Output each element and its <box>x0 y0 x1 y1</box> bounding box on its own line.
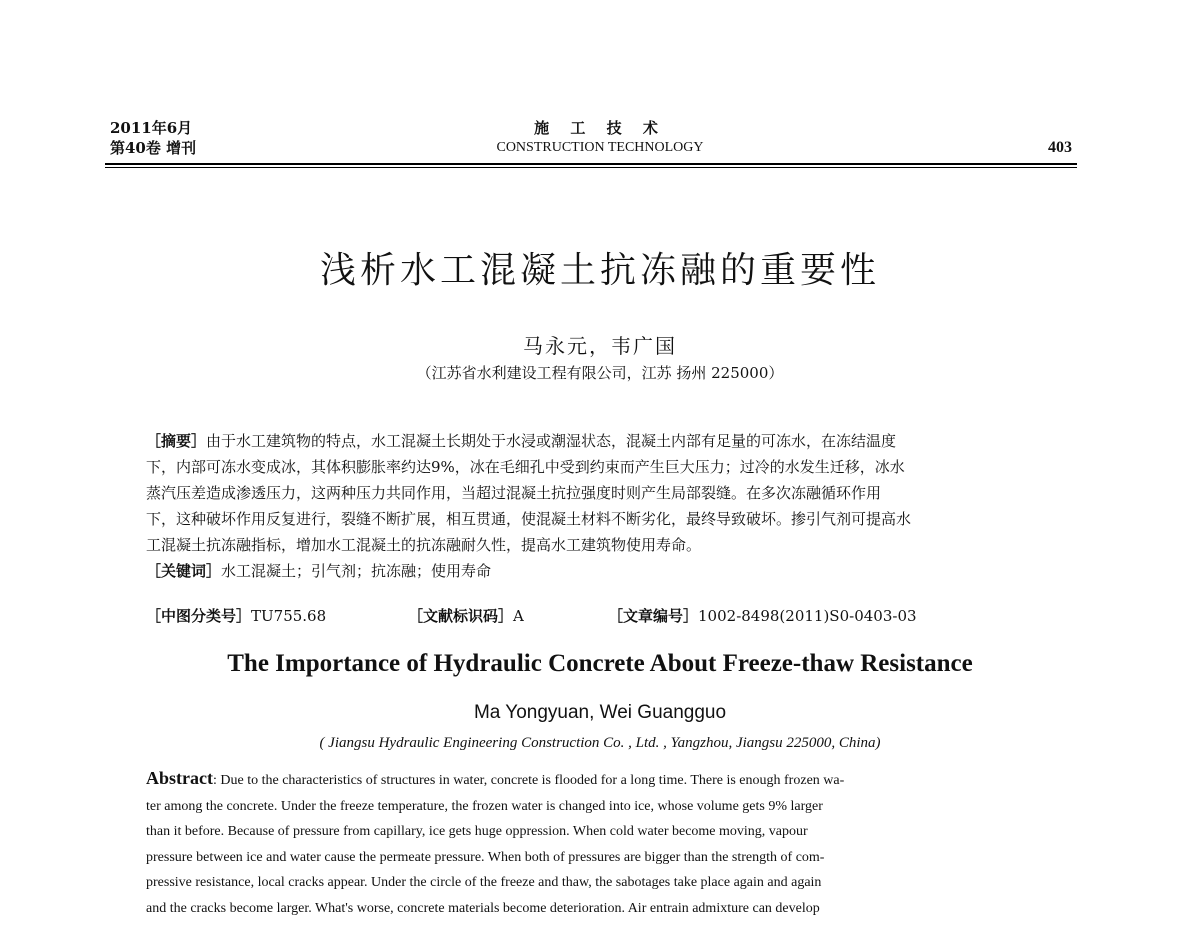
abstract-en-line: Abstract: Due to the characteristics of structures in water, concrete is flooded for a long time. There is enough frozen wa- <box>146 768 845 788</box>
header-rule-thin <box>105 167 1077 168</box>
abstract-cn-label: ［摘要］ <box>146 432 207 450</box>
journal-name-cn: 施 工 技 术 <box>534 119 666 137</box>
article-title-en: The Importance of Hydraulic Concrete About Freeze-thaw Resistance <box>227 650 973 677</box>
page-number: 403 <box>1048 139 1072 156</box>
abstract-cn-line: 下，这种破坏作用反复进行，裂缝不断扩展，相互贯通，使混凝土材料不断劣化，最终导致破坏。掺引气剂可提高水 <box>146 510 912 528</box>
doc-code-field: ［文献标识码］A <box>408 607 524 625</box>
issue-volume: 第40卷 增刊 <box>110 139 197 157</box>
abstract-cn-line: ［摘要］由于水工建筑物的特点，水工混凝土长期处于水浸或潮湿状态，混凝土内部有足量的可冻水，在冻结温度 <box>146 432 897 450</box>
abstract-cn-line: 工混凝土抗冻融指标，增加水工混凝土的抗冻融耐久性，提高水工建筑物使用寿命。 <box>146 536 702 554</box>
issue-date: 2011年6月 <box>110 119 193 137</box>
keywords: 水工混凝土；引气剂；抗冻融；使用寿命 <box>221 562 492 580</box>
classification-line <box>146 605 917 627</box>
journal-name <box>0 118 1200 158</box>
abstract-en-line: pressure between ice and water cause the permeate pressure. When both of pressures are bigger than the strength of com- <box>146 849 825 865</box>
abstract-en-line: pressive resistance, local cracks appear. Under the circle of the freeze and thaw, the sabotages take place again and again <box>146 875 822 890</box>
article-title-cn: 浅析水工混凝土抗冻融的重要性 <box>319 250 880 291</box>
clc-field: ［中图分类号］TU755.68 <box>146 607 327 625</box>
abstract-en-line: than it before. Because of pressure from capillary, ice gets huge oppression. When cold water become moving, vapour <box>146 824 808 839</box>
abstract-en-label: Abstract <box>146 768 213 788</box>
abstract-cn-line: 蒸汽压差造成渗透压力，这两种压力共同作用，当超过混凝土抗拉强度时则产生局部裂缝。在多次冻融循环作用 <box>146 484 882 502</box>
abstract-en <box>146 766 1046 921</box>
header-rule-thick <box>105 163 1077 165</box>
abstract-cn <box>146 428 1046 584</box>
affiliation-cn: （江苏省水利建设工程有限公司，江苏 扬州 225000） <box>416 364 784 382</box>
keywords-label: ［关键词］ <box>146 562 222 580</box>
authors-en: Ma Yongyuan, Wei Guangguo <box>473 702 727 723</box>
abstract-cn-line: 下，内部可冻水变成冰，其体积膨胀率约达9%，冰在毛细孔中受到约束而产生巨大压力；过冷的水发生迁移，冰水 <box>146 458 905 476</box>
affiliation-en: ( Jiangsu Hydraulic Engineering Construction Co. , Ltd. , Yangzhou, Jiangsu 225000, China) <box>319 735 881 751</box>
authors-cn: 马永元，韦广国 <box>523 334 677 358</box>
abstract-en-line: ter among the concrete. Under the freeze temperature, the frozen water is changed into ice, whose volume gets 9% larger <box>146 798 823 814</box>
abstract-en-line: and the cracks become larger. What's worse, concrete materials become deterioration. Air entrain admixture can develop <box>146 900 820 916</box>
keywords-line <box>146 558 1046 584</box>
journal-name-en: CONSTRUCTION TECHNOLOGY <box>496 140 704 155</box>
article-no-field: ［文章编号］1002-8498(2011)S0-0403-03 <box>608 607 917 625</box>
